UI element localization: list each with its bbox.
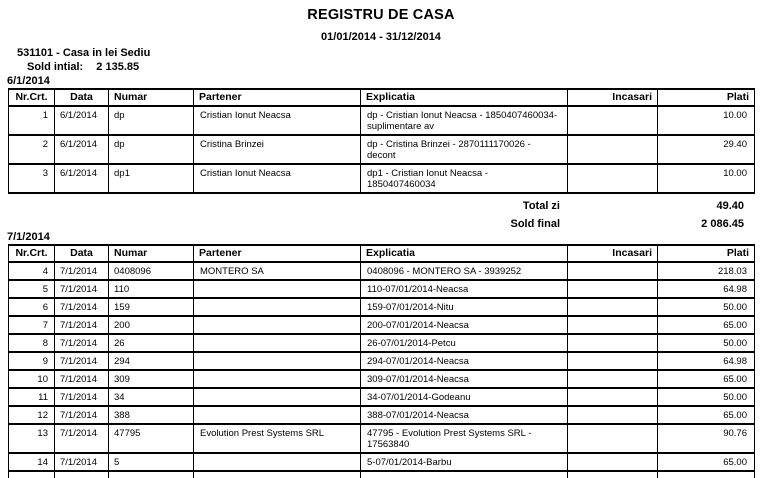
col-header-numar: Numar xyxy=(109,245,194,262)
col-header-plati: Plati xyxy=(658,245,755,262)
table-row xyxy=(9,370,755,388)
cell-numar: 388 xyxy=(109,406,194,424)
table-row-partial xyxy=(9,471,755,478)
cell-nrcrt: 7 xyxy=(9,316,55,334)
cell-data: 7/1/2014 xyxy=(55,388,109,406)
total-zi-line xyxy=(8,200,753,212)
table-row xyxy=(9,334,755,352)
cell-empty xyxy=(194,471,361,478)
cell-data: 7/1/2014 xyxy=(55,406,109,424)
cell-data: 7/1/2014 xyxy=(55,352,109,370)
cell-partener: Cristian Ionut Neacsa xyxy=(194,164,361,193)
cell-incasari xyxy=(568,106,658,135)
col-header-data: Data xyxy=(55,89,109,106)
ledger-table-1 xyxy=(8,88,755,194)
table-row xyxy=(9,316,755,334)
cell-explicatia: dp1 - Cristian Ionut Neacsa - 1850407460034 xyxy=(361,164,568,193)
cell-empty xyxy=(658,471,755,478)
cell-incasari xyxy=(568,388,658,406)
table-row xyxy=(9,388,755,406)
table-header-row xyxy=(9,245,755,262)
cell-nrcrt: 13 xyxy=(9,424,55,453)
cell-nrcrt: 14 xyxy=(9,453,55,471)
cell-explicatia: 0408096 - MONTERO SA - 3939252 xyxy=(361,262,568,280)
cell-partener xyxy=(194,298,361,316)
cell-numar: 34 xyxy=(109,388,194,406)
table-row xyxy=(9,352,755,370)
cell-nrcrt: 11 xyxy=(9,388,55,406)
cell-partener xyxy=(194,406,361,424)
cell-plati: 50.00 xyxy=(658,334,755,352)
cell-partener xyxy=(194,388,361,406)
table-row xyxy=(9,298,755,316)
section-date-2: 7/1/2014 xyxy=(7,231,50,243)
cell-plati: 50.00 xyxy=(658,388,755,406)
cell-partener xyxy=(194,453,361,471)
cell-nrcrt: 2 xyxy=(9,135,55,164)
cell-numar: 47795 xyxy=(109,424,194,453)
cell-plati: 218.03 xyxy=(658,262,755,280)
col-header-plati: Plati xyxy=(658,89,755,106)
cell-partener: Cristina Brinzei xyxy=(194,135,361,164)
sold-final-label: Sold final xyxy=(510,218,560,230)
sold-final-value: 2 086.45 xyxy=(701,218,744,230)
cell-explicatia: dp - Cristian Ionut Neacsa - 1850407460034- suplimentare av xyxy=(361,106,568,135)
cell-nrcrt: 8 xyxy=(9,334,55,352)
cell-explicatia: 26-07/01/2014-Petcu xyxy=(361,334,568,352)
cell-nrcrt: 1 xyxy=(9,106,55,135)
cell-data: 7/1/2014 xyxy=(55,370,109,388)
cell-incasari xyxy=(568,352,658,370)
initial-balance-line xyxy=(27,61,762,73)
total-zi-value: 49.40 xyxy=(716,200,744,212)
col-header-explicatia: Explicatia xyxy=(361,89,568,106)
col-header-partener: Partener xyxy=(194,245,361,262)
cell-incasari xyxy=(568,316,658,334)
cell-empty xyxy=(361,471,568,478)
cell-partener xyxy=(194,316,361,334)
cell-partener xyxy=(194,352,361,370)
col-header-partener: Partener xyxy=(194,89,361,106)
cell-nrcrt: 5 xyxy=(9,280,55,298)
cell-partener xyxy=(194,370,361,388)
cell-partener xyxy=(194,334,361,352)
cell-incasari xyxy=(568,406,658,424)
cell-plati: 10.00 xyxy=(658,164,755,193)
cell-numar: 309 xyxy=(109,370,194,388)
table-row xyxy=(9,453,755,471)
cell-plati: 29.40 xyxy=(658,135,755,164)
report-period: 01/01/2014 - 31/12/2014 xyxy=(321,31,441,43)
cell-partener xyxy=(194,280,361,298)
cell-data: 6/1/2014 xyxy=(55,106,109,135)
col-header-nrcrt: Nr.Crt. xyxy=(9,245,55,262)
cell-data: 7/1/2014 xyxy=(55,298,109,316)
cell-plati: 50.00 xyxy=(658,298,755,316)
cell-explicatia: 159-07/01/2014-Nitu xyxy=(361,298,568,316)
cell-explicatia: 388-07/01/2014-Neacsa xyxy=(361,406,568,424)
cell-partener: Evolution Prest Systems SRL xyxy=(194,424,361,453)
initial-balance-label: Sold intial: xyxy=(27,61,84,73)
initial-balance-value: 2 135.85 xyxy=(96,61,140,73)
cell-incasari xyxy=(568,164,658,193)
cell-incasari xyxy=(568,280,658,298)
cell-numar: 159 xyxy=(109,298,194,316)
cell-explicatia: 294-07/01/2014-Neacsa xyxy=(361,352,568,370)
cell-plati: 90.76 xyxy=(658,424,755,453)
table-row xyxy=(9,280,755,298)
table-row xyxy=(9,135,755,164)
page-title: REGISTRU DE CASA xyxy=(307,7,455,23)
cell-data: 7/1/2014 xyxy=(55,453,109,471)
cell-nrcrt: 10 xyxy=(9,370,55,388)
col-header-nrcrt: Nr.Crt. xyxy=(9,89,55,106)
cell-plati: 65.00 xyxy=(658,316,755,334)
cell-numar: 0408096 xyxy=(109,262,194,280)
cell-numar: dp xyxy=(109,106,194,135)
ledger-table-2 xyxy=(8,244,755,478)
cell-data: 6/1/2014 xyxy=(55,135,109,164)
cell-numar: 26 xyxy=(109,334,194,352)
cell-empty xyxy=(9,471,55,478)
cell-explicatia: 5-07/01/2014-Barbu xyxy=(361,453,568,471)
cell-nrcrt: 6 xyxy=(9,298,55,316)
cell-numar: 200 xyxy=(109,316,194,334)
cell-explicatia: 34-07/01/2014-Godeanu xyxy=(361,388,568,406)
cell-partener: MONTERO SA xyxy=(194,262,361,280)
col-header-incasari: Incasari xyxy=(568,89,658,106)
cell-data: 6/1/2014 xyxy=(55,164,109,193)
cell-explicatia: 47795 - Evolution Prest Systems SRL - 17563840 xyxy=(361,424,568,453)
cell-empty xyxy=(109,471,194,478)
cell-plati: 64.98 xyxy=(658,352,755,370)
account-line: 531101 - Casa in lei Sediu xyxy=(17,47,151,59)
cell-numar: 110 xyxy=(109,280,194,298)
col-header-numar: Numar xyxy=(109,89,194,106)
cell-nrcrt: 3 xyxy=(9,164,55,193)
cell-partener: Cristian Ionut Neacsa xyxy=(194,106,361,135)
cell-data: 7/1/2014 xyxy=(55,262,109,280)
cell-numar: 5 xyxy=(109,453,194,471)
cell-incasari xyxy=(568,135,658,164)
cell-nrcrt: 12 xyxy=(9,406,55,424)
cell-plati: 65.00 xyxy=(658,370,755,388)
cell-explicatia: 110-07/01/2014-Neacsa xyxy=(361,280,568,298)
cell-data: 7/1/2014 xyxy=(55,334,109,352)
table-row xyxy=(9,406,755,424)
table-row xyxy=(9,106,755,135)
cell-incasari xyxy=(568,298,658,316)
cell-empty xyxy=(55,471,109,478)
cell-incasari xyxy=(568,262,658,280)
cell-nrcrt: 9 xyxy=(9,352,55,370)
total-zi-label: Total zi xyxy=(522,200,560,212)
cell-explicatia: 309-07/01/2014-Neacsa xyxy=(361,370,568,388)
table-header-row xyxy=(9,89,755,106)
cell-plati: 65.00 xyxy=(658,406,755,424)
cell-numar: 294 xyxy=(109,352,194,370)
cell-nrcrt: 4 xyxy=(9,262,55,280)
cell-explicatia: 200-07/01/2014-Neacsa xyxy=(361,316,568,334)
cell-incasari xyxy=(568,370,658,388)
cell-empty xyxy=(568,471,658,478)
cell-incasari xyxy=(568,424,658,453)
section-date-1: 6/1/2014 xyxy=(7,75,50,87)
cell-data: 7/1/2014 xyxy=(55,316,109,334)
cell-explicatia: dp - Cristina Brinzei - 2870111170026 - decont xyxy=(361,135,568,164)
cell-plati: 10.00 xyxy=(658,106,755,135)
cell-numar: dp xyxy=(109,135,194,164)
cell-data: 7/1/2014 xyxy=(55,424,109,453)
col-header-data: Data xyxy=(55,245,109,262)
table-row xyxy=(9,262,755,280)
cell-plati: 65.00 xyxy=(658,453,755,471)
cell-plati: 64.98 xyxy=(658,280,755,298)
cell-data: 7/1/2014 xyxy=(55,280,109,298)
col-header-incasari: Incasari xyxy=(568,245,658,262)
cell-incasari xyxy=(568,453,658,471)
cell-numar: dp1 xyxy=(109,164,194,193)
table-row xyxy=(9,164,755,193)
col-header-explicatia: Explicatia xyxy=(361,245,568,262)
cell-incasari xyxy=(568,334,658,352)
table-row xyxy=(9,424,755,453)
sold-final-line xyxy=(8,218,753,230)
